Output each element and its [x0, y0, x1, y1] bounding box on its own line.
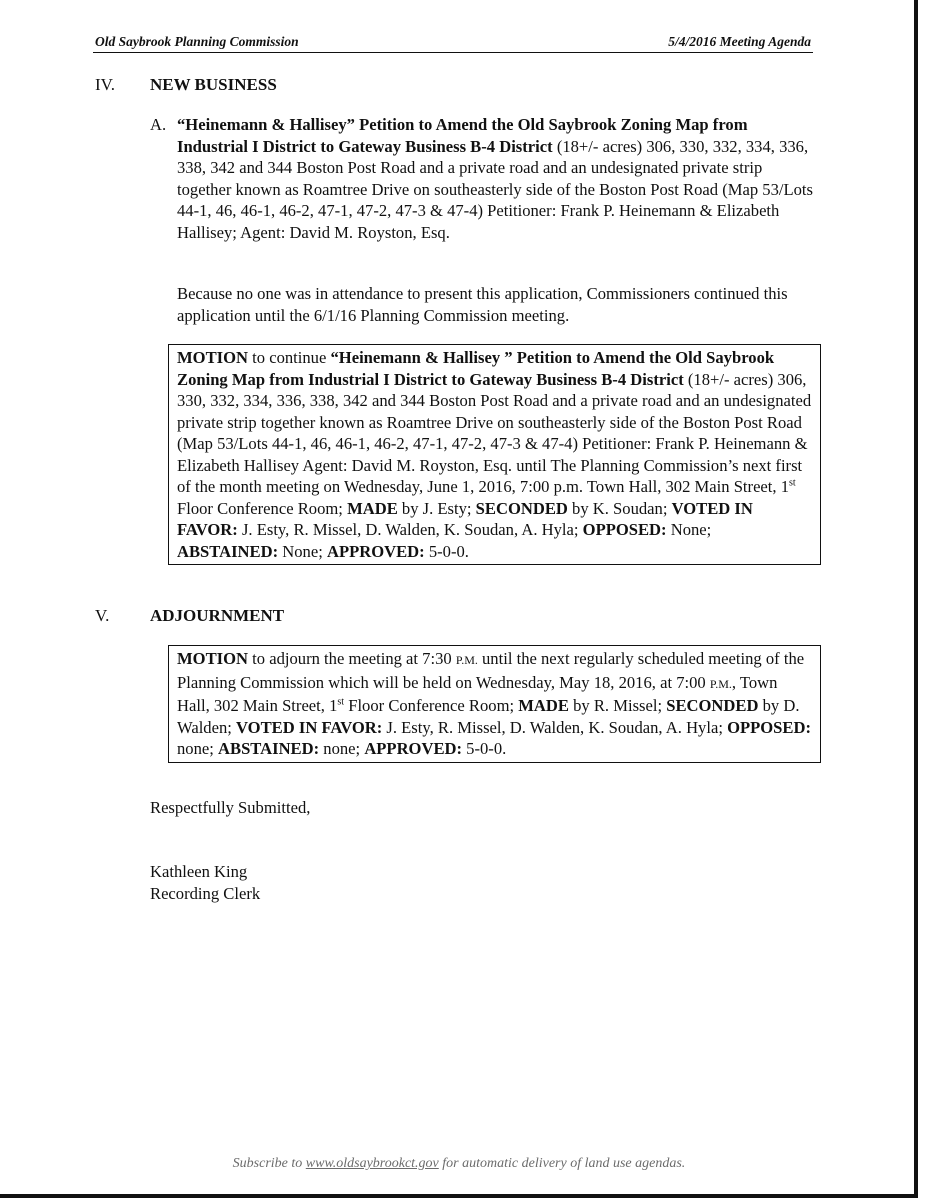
- made-label: MADE: [518, 696, 569, 715]
- seconded-label: SECONDED: [475, 498, 568, 518]
- petition-description: [177, 114, 813, 243]
- motion-box-continue: [168, 344, 821, 565]
- section-number-new-business: IV.: [95, 75, 115, 94]
- opposed-label: OPPOSED:: [727, 717, 811, 737]
- website-link[interactable]: www.oldsaybrookct.gov: [305, 1156, 439, 1171]
- item-letter: A.: [150, 115, 167, 134]
- signer-role: Recording Clerk: [150, 884, 261, 903]
- opposed-label: OPPOSED:: [582, 520, 667, 539]
- section-title-new-business: NEW BUSINESS: [150, 75, 277, 94]
- section-title-adjournment: ADJOURNMENT: [150, 606, 285, 625]
- motion-text-adjourn: MOTION to adjourn the meeting at 7:30 P.M. until the next regularly scheduled meeting of the Planning Commission which will be held on Wednesday, May 18, 2016, at 7:00 P.M., Town Hall, 302 Main Street, 1st Floor Conference Room; MADE by R. Missel; SECONDED by D. Walden; VOTED IN FAVOR: J. Esty, R. Missel, D. Walden, K. Soudan, A. Hyla; OPPOSED: none; ABSTAINED: none; APPROVED: 5-0-0.: [177, 649, 811, 758]
- made-label: MADE: [347, 498, 398, 518]
- motion-label: MOTION: [177, 649, 248, 668]
- approved-label: APPROVED:: [326, 541, 425, 561]
- motion-petition-title: “Heinemann & Hallisey ” Petition to Amend the Old Saybrook Zoning Map from Industrial I District to Gateway Business B-4 District: [177, 348, 775, 389]
- header-meeting-date: 5/4/2016 Meeting Agenda: [668, 34, 811, 49]
- approved-label: APPROVED:: [364, 739, 463, 758]
- page-footer: Subscribe to www.oldsaybrookct.gov for automatic delivery of land use agendas.: [232, 1156, 686, 1171]
- petition-title: “Heinemann & Hallisey” Petition to Amend the Old Saybrook Zoning Map from Industrial I District to Gateway Business B-4 District: [177, 115, 748, 156]
- voted-in-favor-label: VOTED IN FAVOR:: [177, 498, 753, 539]
- seconded-label: SECONDED: [666, 696, 759, 715]
- motion-label: MOTION: [177, 348, 248, 367]
- motion-text-continue: MOTION to continue “Heinemann & Hallisey ” Petition to Amend the Old Saybrook Zoning Map from Industrial I District to Gateway Business B-4 District (18+/- acres) 306, 330, 332, 334, 336, 338, 342 and 344 Boston Post Road and a private road and an undesignated private strip together known as Roamtree Drive on southeasterly side of the Boston Post Road (Map 53/Lots 44-1, 46, 46-1, 46-2, 47-1, 47-2, 47-3 & 47-4) Petitioner: Frank P. Heinemann & Elizabeth Hallisey Agent: David M. Royston, Esq. until The Planning Commission’s next first of the month meeting on Wednesday, June 1, 2016, 7:00 p.m. Town Hall, 302 Main Street, 1st Floor Conference Room; MADE by J. Esty; SECONDED by K. Soudan; VOTED IN FAVOR: J. Esty, R. Missel, D. Walden, K. Soudan, A. Hyla; OPPOSED: None; ABSTAINED: None; APPROVED: 5-0-0.: [177, 348, 812, 561]
- page-header: [93, 34, 813, 53]
- petition-details: (18+/- acres) 306, 330, 332, 334, 336, 338, 342 and 344 Boston Post Road and a private road and an undesignated private strip together known as Roamtree Drive on southeasterly side of the Boston Post Road (Map 53/Lots 44-1, 46, 46-1, 46-2, 47-1, 47-2, 47-3 & 47-4) Petitioner: Frank P. Heinemann & Elizabeth Hallisey; Agent: David M. Royston, Esq.: [177, 136, 813, 242]
- header-organization: Old Saybrook Planning Commission: [95, 34, 299, 49]
- abstained-label: ABSTAINED:: [177, 541, 279, 561]
- section-number-adjournment: V.: [95, 606, 110, 625]
- closing-line: Respectfully Submitted,: [150, 798, 311, 817]
- abstained-label: ABSTAINED:: [218, 739, 320, 758]
- motion-box-adjourn: [168, 645, 821, 763]
- continuance-note: Because no one was in attendance to present this application, Commissioners continued this application until the 6/1/16 Planning Commission meeting.: [177, 284, 788, 325]
- voted-in-favor-label: VOTED IN FAVOR:: [236, 717, 383, 737]
- signer-name: Kathleen King: [150, 862, 248, 881]
